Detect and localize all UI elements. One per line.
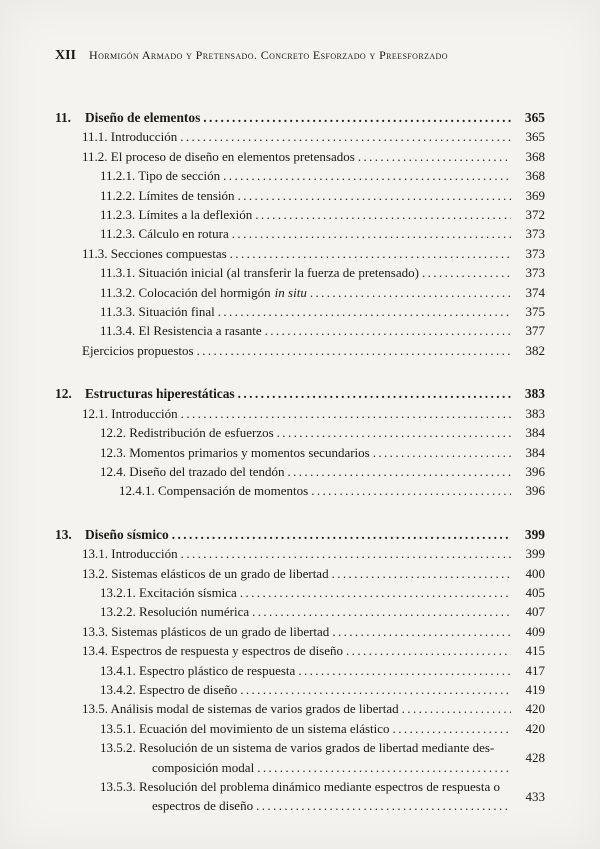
dot-leader: [237, 583, 511, 602]
entry-title: 11.3. Secciones compuestas: [82, 245, 227, 261]
toc-chapter-row: [55, 384, 545, 403]
dot-leader: [399, 699, 511, 718]
page-number: 383: [525, 405, 545, 421]
page-number: 368: [525, 168, 545, 184]
entry-title: Ejercicios propuestos: [82, 342, 194, 358]
page-number: 373: [525, 265, 545, 281]
toc-entry-line: [100, 423, 545, 442]
dot-leader: [262, 321, 511, 340]
entry-title-continuation: espectros de diseño: [152, 798, 254, 814]
page-number: 420: [525, 720, 545, 736]
toc-entry-row: [55, 481, 545, 500]
toc-section: [55, 384, 545, 500]
dot-leader: [178, 404, 511, 423]
chapter-number: 11.: [55, 110, 71, 125]
entry-title: 11.3.1. Situación inicial (al transferir la fuerza de pretensado): [100, 265, 419, 281]
dot-leader: [177, 127, 511, 146]
toc-entry-line: [100, 186, 545, 205]
entry-title: 13.5.1. Ecuación del movimiento de un sistema elástico: [100, 720, 390, 736]
page-number: 377: [525, 323, 545, 339]
toc-entry-line: [100, 263, 545, 282]
toc-entry-line-continuation: [100, 758, 545, 777]
entry-title: 13.1. Introducción: [82, 546, 178, 562]
dot-leader: [253, 796, 511, 815]
toc-section: [55, 108, 545, 360]
page-number: 374: [525, 284, 545, 300]
entry-title: 12.1. Introducción: [82, 405, 178, 421]
page-number: 365: [524, 110, 545, 125]
page-number-roman: XII: [55, 48, 77, 63]
page-number: 373: [525, 245, 545, 261]
entry-title: Estructuras hiperestáticas: [85, 386, 235, 402]
page-header: [55, 0, 545, 64]
page-number: 396: [525, 463, 545, 479]
toc-entry-line: [100, 583, 545, 602]
toc-entry-row: [55, 602, 545, 621]
toc-entry-line: [82, 699, 545, 718]
toc-entry-line: [82, 147, 545, 166]
page-number: 399: [525, 546, 545, 562]
toc-entry-row: [55, 244, 545, 263]
dot-leader: [419, 263, 511, 282]
page-number: 405: [525, 584, 545, 600]
toc-entry-line: [55, 525, 545, 544]
toc-entry-line: [100, 302, 545, 321]
toc-entry-line: [82, 341, 545, 360]
dot-leader: [307, 283, 511, 302]
toc-entry-row: [55, 283, 545, 302]
dot-leader: [343, 641, 511, 660]
toc-entry-row: [55, 641, 545, 660]
entry-title: 13.2. Sistemas elásticos de un grado de libertad: [82, 565, 329, 581]
toc-entry-line: [100, 680, 545, 699]
toc-entry-row: [55, 680, 545, 699]
toc-entry-line: [100, 166, 545, 185]
toc-entry-line: [100, 321, 545, 340]
toc-entry-line: [82, 564, 545, 583]
toc-entry-line: [100, 443, 545, 462]
toc-entry-line: [100, 205, 545, 224]
toc-entry-line-continuation: [100, 796, 545, 815]
page-number: 383: [524, 386, 545, 402]
entry-title: 13.2.2. Resolución numérica: [100, 604, 250, 620]
page-number: 415: [525, 643, 545, 659]
toc-entry-row: [55, 661, 545, 680]
dot-leader: [169, 525, 511, 544]
entry-title: 13.4. Espectros de respuesta y espectros de diseño: [82, 643, 344, 659]
page-number: 368: [525, 148, 545, 164]
dot-leader: [229, 224, 511, 243]
dot-leader: [329, 622, 511, 641]
toc-entry-row: [55, 564, 545, 583]
entry-title: 12.3. Momentos primarios y momentos secundarios: [100, 444, 370, 460]
dot-leader: [220, 166, 511, 185]
toc-entry-row: [55, 186, 545, 205]
entry-title: 12.2. Redistribución de esfuerzos: [100, 425, 274, 441]
dot-leader: [237, 680, 511, 699]
page-number: 428: [525, 750, 545, 766]
entry-title: 12.4.1. Compensación de momentos: [119, 483, 309, 499]
toc-entry-row: [55, 462, 545, 481]
toc-entry-row: [55, 127, 545, 146]
toc-section: [55, 525, 545, 816]
dot-leader: [252, 205, 511, 224]
toc-entry-row: [55, 321, 545, 340]
toc-entry-line: [100, 661, 545, 680]
entry-title: 11.3.3. Situación final: [100, 304, 215, 320]
toc-entry-line: [82, 404, 545, 423]
toc-entry-row: [55, 699, 545, 718]
page-number: 373: [525, 226, 545, 242]
entry-title: 13.5. Análisis modal de sistemas de varios grados de libertad: [82, 701, 399, 717]
entry-title: 13.4.2. Espectro de diseño: [100, 681, 238, 697]
dot-leader: [295, 661, 511, 680]
page-number: 409: [525, 623, 545, 639]
entry-title: 11.2.2. Límites de tensión: [100, 187, 235, 203]
page-number: 375: [525, 304, 545, 320]
page-number: 419: [525, 681, 545, 697]
entry-title: Diseño sísmico: [85, 526, 169, 542]
entry-title: 11.2.1. Tipo de sección: [100, 168, 221, 184]
entry-title: 12.4. Diseño del trazado del tendón: [100, 463, 285, 479]
toc-entry-line: [100, 462, 545, 481]
dot-leader: [390, 719, 511, 738]
toc-entry-line: [82, 641, 545, 660]
entry-title: 13.2.1. Excitación sísmica: [100, 584, 237, 600]
dot-leader: [194, 341, 511, 360]
chapter-number: 12.: [55, 386, 72, 402]
toc-entry-row: [55, 147, 545, 166]
dot-leader: [200, 108, 511, 127]
dot-leader: [308, 481, 511, 500]
toc-entry-line: [100, 719, 545, 738]
dot-leader: [235, 384, 511, 403]
toc-entry-line: [100, 224, 545, 243]
dot-leader: [370, 443, 511, 462]
toc-entry-row: [55, 719, 545, 738]
page-number: 407: [525, 604, 545, 620]
toc-entry-line: [100, 602, 545, 621]
entry-title: 13.4.1. Espectro plástico de respuesta: [100, 662, 296, 678]
table-of-contents: [55, 108, 545, 816]
page-number: 396: [525, 483, 545, 499]
toc-chapter-row: [55, 108, 545, 127]
toc-entry-row: [55, 166, 545, 185]
dot-leader: [215, 302, 511, 321]
dot-leader: [249, 602, 511, 621]
running-head-title: Hormigón Armado y Pretensado. Concreto Esforzado y Preesforzado: [89, 48, 448, 62]
toc-entry-line: [82, 544, 545, 563]
toc-entry-row: [55, 263, 545, 282]
page-number: 365: [525, 129, 545, 145]
dot-leader: [254, 758, 511, 777]
entry-title-italic: in situ: [274, 284, 307, 300]
dot-leader: [235, 186, 511, 205]
entry-title-continuation: composición modal: [152, 759, 255, 775]
dot-leader: [227, 244, 511, 263]
page-number: 433: [525, 789, 545, 804]
toc-entry-line: [82, 244, 545, 263]
page-number: 369: [525, 187, 545, 203]
entry-title: 13.5.3. Resolución del problema dinámico mediante espectros de respuesta o: [100, 779, 500, 794]
toc-entry-line: [55, 108, 545, 127]
entry-title: 11.2.3. Cálculo en rotura: [100, 226, 229, 242]
dot-leader: [178, 544, 511, 563]
toc-entry-row: [55, 404, 545, 423]
entry-title: 11.3.2. Colocación del hormigón: [100, 284, 271, 300]
toc-entry-line: [55, 384, 545, 403]
toc-entry-line: [82, 622, 545, 641]
entry-title: 13.3. Sistemas plásticos de un grado de libertad: [82, 623, 330, 639]
toc-entry-row: [55, 302, 545, 321]
page-number: 399: [524, 526, 545, 542]
page-number: 382: [525, 342, 545, 358]
page-number: 400: [525, 565, 545, 581]
toc-chapter-row: [55, 525, 545, 544]
entry-title: Diseño de elementos: [85, 110, 201, 125]
dot-leader: [284, 462, 511, 481]
toc-entry-row: [55, 224, 545, 243]
entry-title: 11.2.3. Límites a la deflexión: [100, 207, 253, 223]
page-number: 384: [525, 425, 545, 441]
entry-title: 11.3.4. El Resistencia a rasante: [100, 323, 262, 339]
toc-entry-row: [55, 583, 545, 602]
toc-entry-row: [55, 738, 545, 777]
toc-entry-row: [55, 205, 545, 224]
toc-entry-row: [55, 423, 545, 442]
toc-entry-line: [82, 127, 545, 146]
toc-entry-row: [55, 777, 545, 816]
dot-leader: [274, 423, 511, 442]
entry-title: 13.5.2. Resolución de un sistema de varios grados de libertad mediante des-: [100, 740, 495, 756]
toc-entry-line: [119, 481, 545, 500]
toc-entry-line: [100, 283, 545, 302]
page-number: 384: [525, 444, 545, 460]
toc-entry-line: [100, 777, 545, 804]
toc-entry-row: [55, 544, 545, 563]
toc-entry-line: [100, 738, 545, 766]
entry-title: 11.2. El proceso de diseño en elementos pretensados: [82, 148, 355, 164]
page-number: 417: [525, 662, 545, 678]
dot-leader: [355, 147, 511, 166]
toc-entry-row: [55, 341, 545, 360]
page-number: 372: [525, 207, 545, 223]
chapter-number: 13.: [55, 526, 72, 542]
page-number: 420: [525, 701, 545, 717]
entry-title: 11.1. Introducción: [82, 129, 178, 145]
toc-entry-row: [55, 622, 545, 641]
toc-entry-row: [55, 443, 545, 462]
dot-leader: [329, 564, 511, 583]
